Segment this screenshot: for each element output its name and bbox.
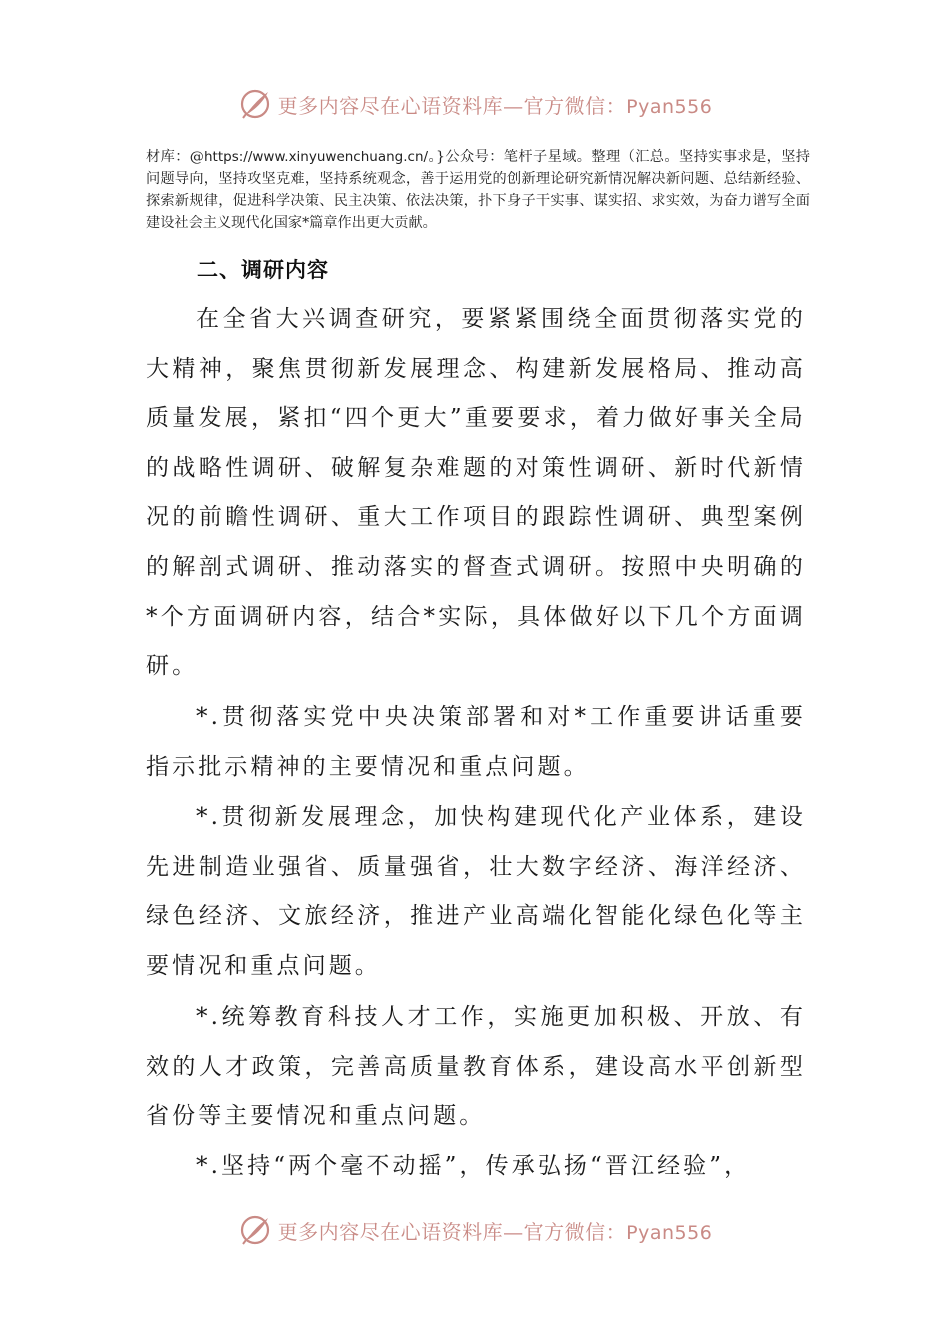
intro-prefix: 材库：@ [146,149,204,165]
body-paragraph-2: *.贯彻落实党中央决策部署和对*工作重要讲话重要指示批示精神的主要情况和重点问题。 [146,704,806,780]
body-paragraph-4: *.统筹教育科技人才工作，实施更加积极、开放、有效的人才政策，完善高质量教育体系，建设高水平创新型省份等主要情况和重点问题。 [146,1004,806,1130]
body-paragraph-5: *.坚持“两个毫不动摇”，传承弘扬“晋江经验”， [196,1153,751,1179]
watermark-text [278,1216,713,1245]
intro-paragraph [146,146,810,234]
watermark-label: 更多内容尽在心语资料库—官方微信： [277,1219,627,1244]
footer-watermark [0,1210,950,1250]
watermark-label: 更多内容尽在心语资料库—官方微信： [277,93,627,118]
body-paragraph-1: 在全省大兴调查研究，要紧紧围绕全面贯彻落实党的大精神，聚焦贯彻新发展理念、构建新发展格局、推动高质量发展，紧扣“四个更大”重要要求，着力做好事关全局的战略性调研、破解复杂难题的对策性调研、新时代新情况的前瞻性调研、重大工作项目的跟踪性调研、典型案例的解剖式调研、推动落实的督查式调研。按照中央明确的*个方面调研内容，结合*实际，具体做好以下几个方面调研。 [146,306,806,680]
watermark-handle: Pyan556 [626,1221,713,1244]
quill-pen-logo-icon [238,87,272,121]
source-url: https://www.xinyuwenchuang.cn/ [204,149,429,165]
body-paragraph-3: *.贯彻新发展理念，加快构建现代化产业体系，建设先进制造业强省、质量强省，壮大数字经济、海洋经济、绿色经济、文旅经济，推进产业高端化智能化绿色化等主要情况和重点问题。 [146,804,806,979]
header-watermark [0,84,950,124]
quill-pen-logo-icon [238,1213,272,1247]
watermark-text [278,90,713,119]
intro-text: 。}公众号：笔杆子星域。整理（汇总。坚持实事求是，坚持问题导向，坚持攻坚克难，坚持系统观念，善于运用党的创新理论研究新情况解决新问题、总结新经验、探索新规律，促进科学决策、民主决策、依法决策，扑下身子干实事、谋实招、求实效，为奋力谱写全面建设社会主义现代化国家*篇章作出更大贡献。 [146,149,810,231]
watermark-handle: Pyan556 [626,95,713,118]
section-title: 二、调研内容 [197,258,329,282]
